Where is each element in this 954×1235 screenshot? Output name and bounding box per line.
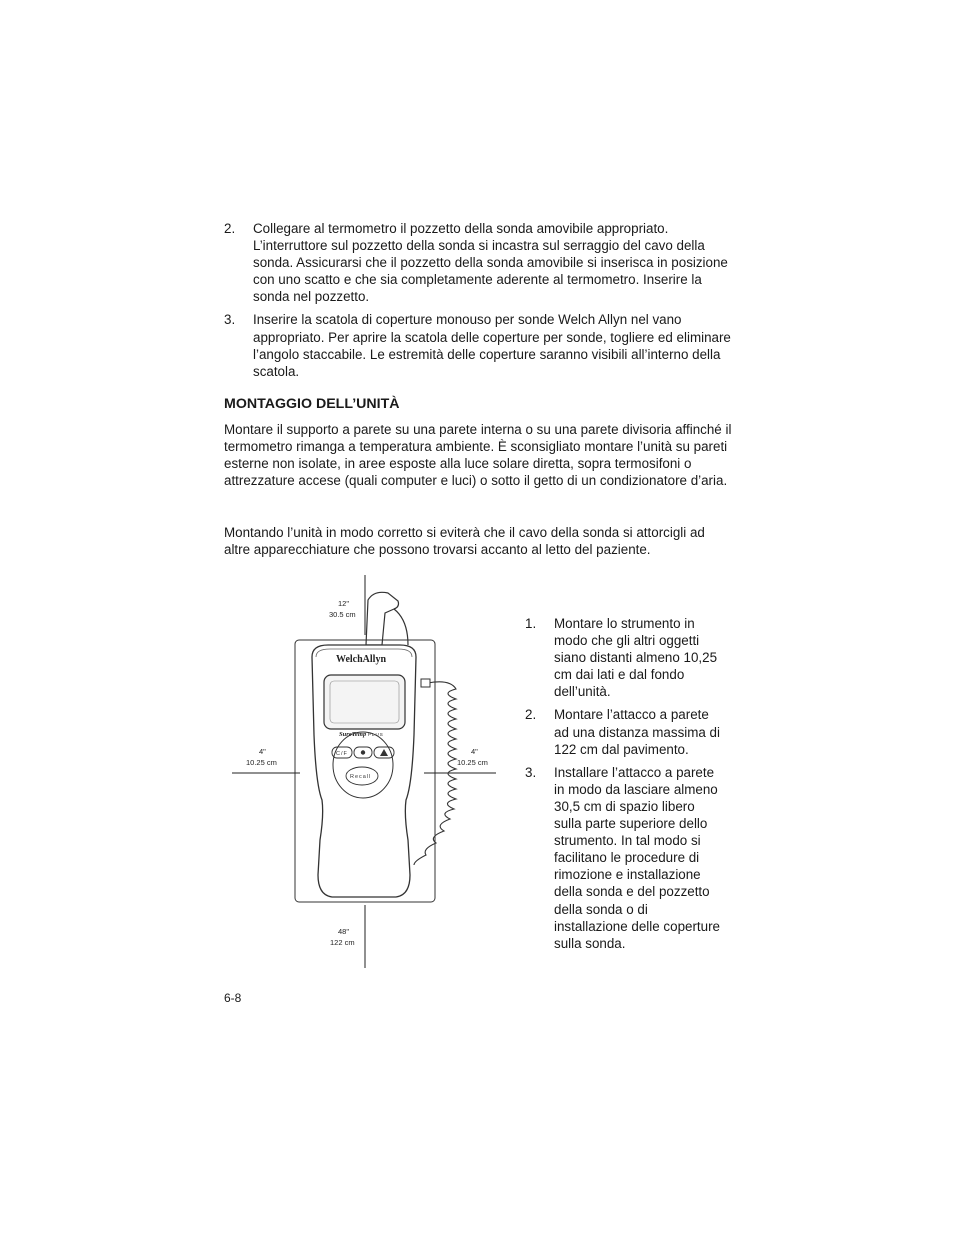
list-item [224,311,734,379]
paragraph: Montando l’unità in modo corretto si eviterà che il cavo della sonda si attorcigli ad altre apparecchiature che possono trovarsi accanto al letto del paziente. [224,525,705,558]
list-item-text: Montare l’attacco a parete ad una distanza massima di 122 cm dal pavimento. [554,707,720,757]
mounting-diagram-svg [228,575,500,970]
list-item-text: Montare lo strumento in modo che gli altri oggetti siano distanti almeno 10,25 cm dai lati e dal fondo dell’unità. [554,616,718,700]
list-item [525,706,725,757]
top-dimension-in: 12" [338,599,350,608]
model-label: SureTemp [339,731,367,738]
bottom-dimension-cm: 122 cm [330,938,355,947]
list-item-text: Inserire la scatola di coperture monouso per sonde Welch Allyn nel vano appropriato. Per aprire la scatola delle coperture per sonde, togliere ed eliminare l’angolo staccabile. Le estremità delle coperture saranno visibili all’interno della scatola. [253,312,731,379]
steps-top-list [224,220,734,386]
recall-button-label: Recall [350,774,372,780]
right-dimension-cm: 10.25 cm [457,758,488,767]
section-heading: MONTAGGIO DELL’UNITÀ [224,396,400,412]
brand-logo: WelchAllyn [336,654,387,665]
right-dimension-in: 4" [471,747,478,756]
list-item [525,764,725,952]
list-item-text: Installare l’attacco a parete in modo da lasciare almeno 30,5 cm di spazio libero sulla parte superiore dello strumento. In tal modo si facilitano le procedure di rimozione e installazione della sonda e del pozzetto della sonda o di installazione delle coperture sulla sonda. [554,764,720,951]
list-item-text: Collegare al termometro il pozzetto della sonda amovibile appropriato. L’interruttore sul pozzetto della sonda si incastra sul serraggio del cavo della sonda. Assicurarsi che il pozzetto della sonda amovibile si inserisca in posizione con uno scatto e che sia completamente aderente al termometro. Inserire la sonda nel pozzetto. [253,221,728,305]
display-screen [324,675,405,729]
steps-right-list [525,615,725,958]
paragraph: Montare il supporto a parete su una parete interna o su una parete divisoria affinché il termometro rimanga a temperatura ambiente. È sconsigliato montare l’unità su pareti esterne non isolate, in aree esposte alla luce solare diretta, sopra termosifoni o attrezzature accese (quali computer e luci) o sotto il getto di un condizionatore d’aria. [224,422,732,489]
left-dimension-cm: 10.25 cm [246,758,277,767]
list-item-number: 1. [525,616,537,631]
list-item-number: 3. [224,312,236,328]
cf-button-label: C/F [336,751,348,757]
mounting-diagram [228,575,500,970]
page-number: 6-8 [224,991,242,1005]
model-suffix: PLUS [368,732,384,737]
cable-connector [421,679,430,687]
list-item-number: 2. [224,221,236,236]
list-item-number: 2. [525,707,537,723]
top-dimension-cm: 30.5 cm [329,610,356,619]
list-item [525,615,725,700]
mode-icon [361,750,365,754]
probe-holder [366,592,399,645]
list-item [224,220,734,305]
left-dimension-in: 4" [259,747,266,756]
list-item-number: 3. [525,764,537,780]
bottom-dimension-in: 48" [338,927,350,936]
